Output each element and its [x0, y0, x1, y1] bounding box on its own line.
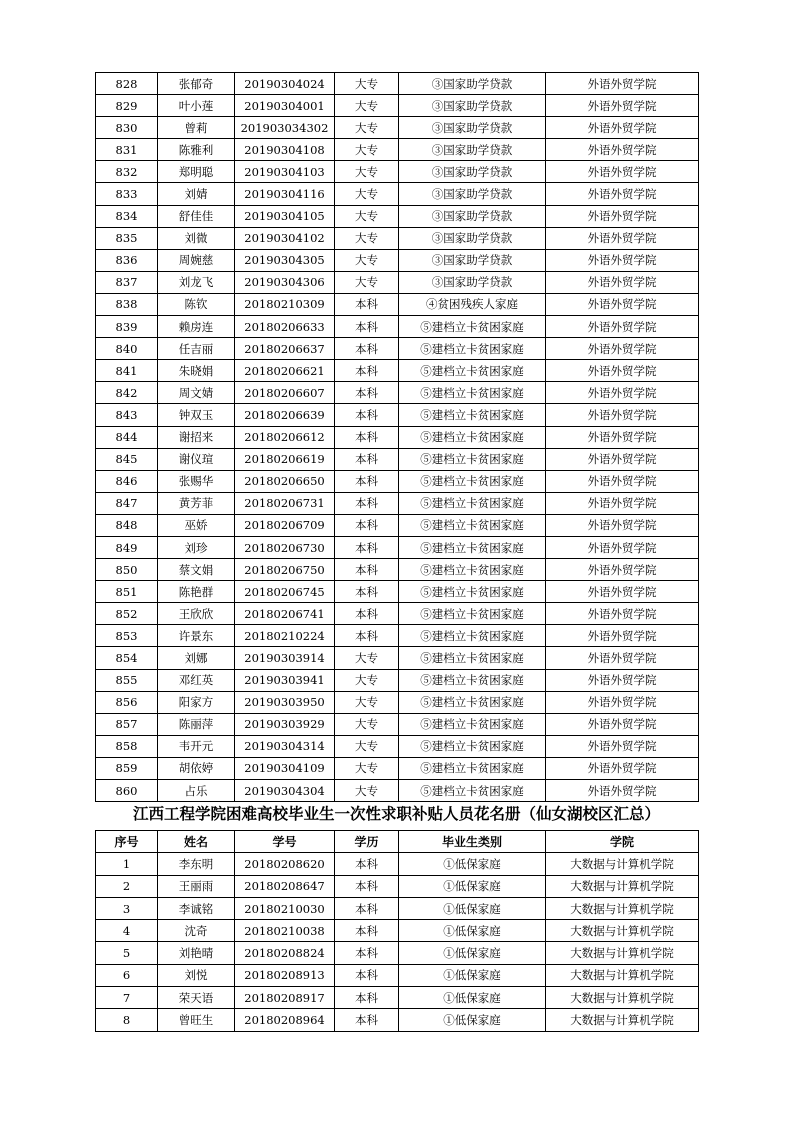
- table-row: [96, 1009, 699, 1031]
- cell-student-id: 201903034302: [235, 117, 335, 139]
- cell-name: 张郁奇: [158, 73, 235, 95]
- table-row: [96, 669, 699, 691]
- cell-index: 828: [96, 73, 158, 95]
- cell-name: 刘微: [158, 227, 235, 249]
- cell-college: 外语外贸学院: [546, 757, 699, 779]
- cell-name: 邓红英: [158, 669, 235, 691]
- table-row: [96, 964, 699, 986]
- cell-index: 846: [96, 470, 158, 492]
- cell-college: 外语外贸学院: [546, 161, 699, 183]
- cell-education: 大专: [335, 73, 399, 95]
- cell-college: 外语外贸学院: [546, 470, 699, 492]
- cell-name: 陈雅利: [158, 139, 235, 161]
- cell-college: 外语外贸学院: [546, 713, 699, 735]
- cell-college: 大数据与计算机学院: [546, 942, 699, 964]
- cell-education: 本科: [335, 426, 399, 448]
- cell-student-id: 20180206633: [235, 316, 335, 338]
- table-row: [96, 316, 699, 338]
- cell-category: ③国家助学贷款: [399, 183, 546, 205]
- cell-college: 外语外贸学院: [546, 117, 699, 139]
- table-row: [96, 942, 699, 964]
- table-row: [96, 426, 699, 448]
- cell-student-id: 20180210038: [235, 920, 335, 942]
- cell-education: 本科: [335, 360, 399, 382]
- table-row: [96, 139, 699, 161]
- table-row: [96, 920, 699, 942]
- table-row: [96, 227, 699, 249]
- cell-index: 8: [96, 1009, 158, 1031]
- cell-index: 843: [96, 404, 158, 426]
- cell-education: 大专: [335, 205, 399, 227]
- table-row: [96, 95, 699, 117]
- cell-name: 刘娜: [158, 647, 235, 669]
- cell-index: 856: [96, 691, 158, 713]
- cell-college: 外语外贸学院: [546, 360, 699, 382]
- cell-college: 大数据与计算机学院: [546, 1009, 699, 1031]
- cell-name: 王丽雨: [158, 875, 235, 897]
- cell-student-id: 20190304304: [235, 780, 335, 802]
- table-row: [96, 559, 699, 581]
- header-name: 姓名: [158, 831, 235, 853]
- cell-student-id: 20180206621: [235, 360, 335, 382]
- cell-category: ③国家助学贷款: [399, 249, 546, 271]
- cell-index: 859: [96, 757, 158, 779]
- cell-index: 3: [96, 897, 158, 919]
- cell-education: 本科: [335, 1009, 399, 1031]
- cell-name: 陈丽萍: [158, 713, 235, 735]
- cell-name: 占乐: [158, 780, 235, 802]
- cell-name: 刘龙飞: [158, 271, 235, 293]
- cell-education: 本科: [335, 382, 399, 404]
- cell-index: 860: [96, 780, 158, 802]
- cell-education: 大专: [335, 117, 399, 139]
- section-title: 江西工程学院困难高校毕业生一次性求职补贴人员花名册（仙女湖校区汇总）: [132, 805, 660, 823]
- cell-student-id: 20180208964: [235, 1009, 335, 1031]
- cell-education: 本科: [335, 514, 399, 536]
- cell-category: ⑤建档立卡贫困家庭: [399, 603, 546, 625]
- table-row: [96, 293, 699, 315]
- cell-category: ⑤建档立卡贫困家庭: [399, 669, 546, 691]
- cell-student-id: 20180206730: [235, 536, 335, 558]
- cell-name: 刘艳晴: [158, 942, 235, 964]
- cell-index: 844: [96, 426, 158, 448]
- cell-student-id: 20180206637: [235, 338, 335, 360]
- cell-index: 841: [96, 360, 158, 382]
- cell-category: ⑤建档立卡贫困家庭: [399, 492, 546, 514]
- cell-student-id: 20180206741: [235, 603, 335, 625]
- cell-name: 钟双玉: [158, 404, 235, 426]
- cell-index: 1: [96, 853, 158, 875]
- cell-college: 外语外贸学院: [546, 780, 699, 802]
- cell-student-id: 20190304103: [235, 161, 335, 183]
- cell-education: 本科: [335, 625, 399, 647]
- cell-category: ⑤建档立卡贫困家庭: [399, 536, 546, 558]
- cell-student-id: 20180206745: [235, 581, 335, 603]
- cell-name: 陈艳群: [158, 581, 235, 603]
- cell-student-id: 20180208647: [235, 875, 335, 897]
- cell-category: ①低保家庭: [399, 920, 546, 942]
- cell-category: ⑤建档立卡贫困家庭: [399, 448, 546, 470]
- cell-index: 854: [96, 647, 158, 669]
- roster-table-continued: [95, 72, 699, 802]
- cell-student-id: 20190304102: [235, 227, 335, 249]
- cell-name: 蔡文娟: [158, 559, 235, 581]
- cell-student-id: 20190304105: [235, 205, 335, 227]
- cell-education: 本科: [335, 293, 399, 315]
- cell-education: 本科: [335, 875, 399, 897]
- table-row: [96, 735, 699, 757]
- cell-category: ①低保家庭: [399, 987, 546, 1009]
- cell-student-id: 20180208913: [235, 964, 335, 986]
- cell-college: 外语外贸学院: [546, 426, 699, 448]
- cell-name: 赖房连: [158, 316, 235, 338]
- cell-education: 本科: [335, 853, 399, 875]
- cell-category: ⑤建档立卡贫困家庭: [399, 338, 546, 360]
- cell-student-id: 20190304116: [235, 183, 335, 205]
- table-row: [96, 360, 699, 382]
- cell-name: 任吉丽: [158, 338, 235, 360]
- cell-college: 外语外贸学院: [546, 73, 699, 95]
- cell-education: 本科: [335, 920, 399, 942]
- table-row: [96, 757, 699, 779]
- cell-college: 外语外贸学院: [546, 404, 699, 426]
- cell-college: 大数据与计算机学院: [546, 875, 699, 897]
- cell-education: 本科: [335, 404, 399, 426]
- cell-name: 周文婧: [158, 382, 235, 404]
- cell-name: 巫娇: [158, 514, 235, 536]
- cell-category: ③国家助学贷款: [399, 73, 546, 95]
- cell-education: 大专: [335, 647, 399, 669]
- cell-college: 外语外贸学院: [546, 183, 699, 205]
- cell-category: ⑤建档立卡贫困家庭: [399, 426, 546, 448]
- cell-category: ⑤建档立卡贫困家庭: [399, 625, 546, 647]
- cell-index: 852: [96, 603, 158, 625]
- cell-category: ⑤建档立卡贫困家庭: [399, 470, 546, 492]
- cell-index: 830: [96, 117, 158, 139]
- cell-name: 曾旺生: [158, 1009, 235, 1031]
- cell-index: 840: [96, 338, 158, 360]
- table-row: [96, 470, 699, 492]
- cell-index: 839: [96, 316, 158, 338]
- cell-college: 大数据与计算机学院: [546, 853, 699, 875]
- cell-college: 外语外贸学院: [546, 514, 699, 536]
- cell-index: 850: [96, 559, 158, 581]
- cell-name: 许景东: [158, 625, 235, 647]
- header-index: 序号: [96, 831, 158, 853]
- cell-index: 857: [96, 713, 158, 735]
- cell-category: ③国家助学贷款: [399, 271, 546, 293]
- cell-college: 外语外贸学院: [546, 95, 699, 117]
- cell-education: 大专: [335, 713, 399, 735]
- table-row: [96, 514, 699, 536]
- cell-name: 刘婧: [158, 183, 235, 205]
- cell-college: 外语外贸学院: [546, 625, 699, 647]
- cell-education: 大专: [335, 271, 399, 293]
- cell-education: 大专: [335, 95, 399, 117]
- cell-student-id: 20180210224: [235, 625, 335, 647]
- cell-category: ⑤建档立卡贫困家庭: [399, 360, 546, 382]
- cell-index: 6: [96, 964, 158, 986]
- cell-college: 大数据与计算机学院: [546, 987, 699, 1009]
- table-row: [96, 713, 699, 735]
- cell-student-id: 20190303914: [235, 647, 335, 669]
- cell-education: 大专: [335, 735, 399, 757]
- cell-student-id: 20180210030: [235, 897, 335, 919]
- cell-college: 外语外贸学院: [546, 382, 699, 404]
- cell-name: 周婉慈: [158, 249, 235, 271]
- cell-category: ③国家助学贷款: [399, 205, 546, 227]
- cell-student-id: 20190303950: [235, 691, 335, 713]
- cell-student-id: 20180206709: [235, 514, 335, 536]
- cell-student-id: 20190304108: [235, 139, 335, 161]
- cell-education: 大专: [335, 780, 399, 802]
- cell-index: 831: [96, 139, 158, 161]
- cell-college: 外语外贸学院: [546, 293, 699, 315]
- table-row: [96, 875, 699, 897]
- cell-name: 荣天语: [158, 987, 235, 1009]
- cell-name: 谢仪瑄: [158, 448, 235, 470]
- cell-college: 外语外贸学院: [546, 691, 699, 713]
- cell-category: ⑤建档立卡贫困家庭: [399, 713, 546, 735]
- table-row: [96, 249, 699, 271]
- cell-student-id: 20190304001: [235, 95, 335, 117]
- cell-student-id: 20180206750: [235, 559, 335, 581]
- cell-education: 本科: [335, 964, 399, 986]
- roster-table-body: [96, 73, 699, 802]
- cell-student-id: 20190303941: [235, 669, 335, 691]
- cell-education: 本科: [335, 897, 399, 919]
- table-row: [96, 271, 699, 293]
- cell-category: ④贫困残疾人家庭: [399, 293, 546, 315]
- cell-college: 外语外贸学院: [546, 603, 699, 625]
- cell-student-id: 20190304314: [235, 735, 335, 757]
- cell-student-id: 20180208620: [235, 853, 335, 875]
- cell-category: ①低保家庭: [399, 875, 546, 897]
- cell-college: 大数据与计算机学院: [546, 897, 699, 919]
- table-row: [96, 897, 699, 919]
- cell-category: ③国家助学贷款: [399, 117, 546, 139]
- cell-index: 829: [96, 95, 158, 117]
- cell-student-id: 20190304109: [235, 757, 335, 779]
- cell-category: ⑤建档立卡贫困家庭: [399, 316, 546, 338]
- cell-college: 大数据与计算机学院: [546, 920, 699, 942]
- cell-education: 本科: [335, 987, 399, 1009]
- cell-student-id: 20180208824: [235, 942, 335, 964]
- table-row: [96, 691, 699, 713]
- cell-education: 本科: [335, 470, 399, 492]
- cell-education: 本科: [335, 338, 399, 360]
- cell-name: 李诚铭: [158, 897, 235, 919]
- cell-category: ①低保家庭: [399, 964, 546, 986]
- table-row: [96, 536, 699, 558]
- cell-college: 外语外贸学院: [546, 448, 699, 470]
- cell-name: 刘珍: [158, 536, 235, 558]
- header-student-id: 学号: [235, 831, 335, 853]
- cell-education: 大专: [335, 139, 399, 161]
- cell-education: 本科: [335, 536, 399, 558]
- cell-name: 陈钦: [158, 293, 235, 315]
- table-row: [96, 404, 699, 426]
- cell-student-id: 20180206650: [235, 470, 335, 492]
- cell-education: 本科: [335, 942, 399, 964]
- cell-category: ⑤建档立卡贫困家庭: [399, 735, 546, 757]
- cell-college: 外语外贸学院: [546, 227, 699, 249]
- cell-category: ①低保家庭: [399, 897, 546, 919]
- cell-name: 胡依婷: [158, 757, 235, 779]
- cell-student-id: 20190304024: [235, 73, 335, 95]
- cell-index: 849: [96, 536, 158, 558]
- table-row: [96, 448, 699, 470]
- cell-category: ①低保家庭: [399, 853, 546, 875]
- cell-category: ⑤建档立卡贫困家庭: [399, 757, 546, 779]
- cell-category: ⑤建档立卡贫困家庭: [399, 581, 546, 603]
- cell-category: ⑤建档立卡贫困家庭: [399, 514, 546, 536]
- cell-name: 曾莉: [158, 117, 235, 139]
- cell-education: 本科: [335, 448, 399, 470]
- cell-name: 叶小莲: [158, 95, 235, 117]
- cell-category: ⑤建档立卡贫困家庭: [399, 559, 546, 581]
- cell-index: 4: [96, 920, 158, 942]
- table-row: [96, 647, 699, 669]
- cell-education: 大专: [335, 183, 399, 205]
- cell-name: 郑明聪: [158, 161, 235, 183]
- table-row: [96, 492, 699, 514]
- cell-student-id: 20180206607: [235, 382, 335, 404]
- cell-index: 853: [96, 625, 158, 647]
- table-row: [96, 183, 699, 205]
- cell-name: 阳家方: [158, 691, 235, 713]
- cell-education: 本科: [335, 581, 399, 603]
- cell-index: 833: [96, 183, 158, 205]
- cell-education: 大专: [335, 757, 399, 779]
- cell-category: ①低保家庭: [399, 1009, 546, 1031]
- cell-student-id: 20180208917: [235, 987, 335, 1009]
- cell-college: 外语外贸学院: [546, 735, 699, 757]
- cell-college: 外语外贸学院: [546, 581, 699, 603]
- cell-education: 本科: [335, 603, 399, 625]
- cell-college: 外语外贸学院: [546, 139, 699, 161]
- cell-category: ⑤建档立卡贫困家庭: [399, 780, 546, 802]
- cell-index: 851: [96, 581, 158, 603]
- cell-student-id: 20180206639: [235, 404, 335, 426]
- table-row: [96, 73, 699, 95]
- cell-category: ③国家助学贷款: [399, 95, 546, 117]
- cell-name: 沈奇: [158, 920, 235, 942]
- cell-college: 外语外贸学院: [546, 271, 699, 293]
- cell-index: 845: [96, 448, 158, 470]
- cell-student-id: 20180210309: [235, 293, 335, 315]
- header-college: 学院: [546, 831, 699, 853]
- cell-category: ③国家助学贷款: [399, 161, 546, 183]
- header-category: 毕业生类别: [399, 831, 546, 853]
- cell-student-id: 20190303929: [235, 713, 335, 735]
- table-row: [96, 338, 699, 360]
- cell-education: 大专: [335, 691, 399, 713]
- cell-index: 5: [96, 942, 158, 964]
- cell-name: 刘悦: [158, 964, 235, 986]
- cell-student-id: 20180206731: [235, 492, 335, 514]
- cell-name: 李东明: [158, 853, 235, 875]
- cell-index: 858: [96, 735, 158, 757]
- table-row: [96, 853, 699, 875]
- cell-index: 855: [96, 669, 158, 691]
- cell-college: 外语外贸学院: [546, 536, 699, 558]
- cell-education: 本科: [335, 492, 399, 514]
- table-header-row: [96, 831, 699, 853]
- cell-category: ⑤建档立卡贫困家庭: [399, 404, 546, 426]
- cell-name: 韦开元: [158, 735, 235, 757]
- cell-student-id: 20180206612: [235, 426, 335, 448]
- cell-education: 大专: [335, 227, 399, 249]
- cell-name: 王欣欣: [158, 603, 235, 625]
- cell-category: ⑤建档立卡贫困家庭: [399, 382, 546, 404]
- cell-college: 外语外贸学院: [546, 669, 699, 691]
- table-row: [96, 581, 699, 603]
- cell-index: 835: [96, 227, 158, 249]
- cell-index: 7: [96, 987, 158, 1009]
- cell-college: 外语外贸学院: [546, 647, 699, 669]
- cell-college: 外语外贸学院: [546, 249, 699, 271]
- cell-index: 834: [96, 205, 158, 227]
- cell-college: 外语外贸学院: [546, 559, 699, 581]
- cell-category: ③国家助学贷款: [399, 227, 546, 249]
- roster-table-xiannvhu: [95, 830, 699, 1032]
- cell-college: 外语外贸学院: [546, 492, 699, 514]
- header-education: 学历: [335, 831, 399, 853]
- cell-college: 外语外贸学院: [546, 338, 699, 360]
- cell-category: ⑤建档立卡贫困家庭: [399, 647, 546, 669]
- cell-education: 大专: [335, 669, 399, 691]
- cell-student-id: 20190304306: [235, 271, 335, 293]
- roster-table-body: [96, 853, 699, 1031]
- table-row: [96, 603, 699, 625]
- table-row: [96, 205, 699, 227]
- cell-name: 朱晓娟: [158, 360, 235, 382]
- table-row: [96, 625, 699, 647]
- cell-name: 舒佳佳: [158, 205, 235, 227]
- cell-college: 外语外贸学院: [546, 205, 699, 227]
- cell-index: 2: [96, 875, 158, 897]
- cell-education: 本科: [335, 559, 399, 581]
- cell-index: 837: [96, 271, 158, 293]
- table-row: [96, 117, 699, 139]
- cell-index: 838: [96, 293, 158, 315]
- cell-education: 大专: [335, 161, 399, 183]
- cell-name: 黄芳菲: [158, 492, 235, 514]
- cell-index: 832: [96, 161, 158, 183]
- cell-category: ⑤建档立卡贫困家庭: [399, 691, 546, 713]
- cell-name: 张赐华: [158, 470, 235, 492]
- cell-category: ③国家助学贷款: [399, 139, 546, 161]
- cell-college: 大数据与计算机学院: [546, 964, 699, 986]
- cell-student-id: 20190304305: [235, 249, 335, 271]
- cell-index: 848: [96, 514, 158, 536]
- table-row: [96, 987, 699, 1009]
- cell-index: 836: [96, 249, 158, 271]
- cell-index: 842: [96, 382, 158, 404]
- cell-name: 谢招来: [158, 426, 235, 448]
- cell-education: 本科: [335, 316, 399, 338]
- table-row: [96, 161, 699, 183]
- cell-index: 847: [96, 492, 158, 514]
- cell-category: ①低保家庭: [399, 942, 546, 964]
- cell-education: 大专: [335, 249, 399, 271]
- cell-college: 外语外贸学院: [546, 316, 699, 338]
- cell-student-id: 20180206619: [235, 448, 335, 470]
- table-row: [96, 780, 699, 802]
- table-row: [96, 382, 699, 404]
